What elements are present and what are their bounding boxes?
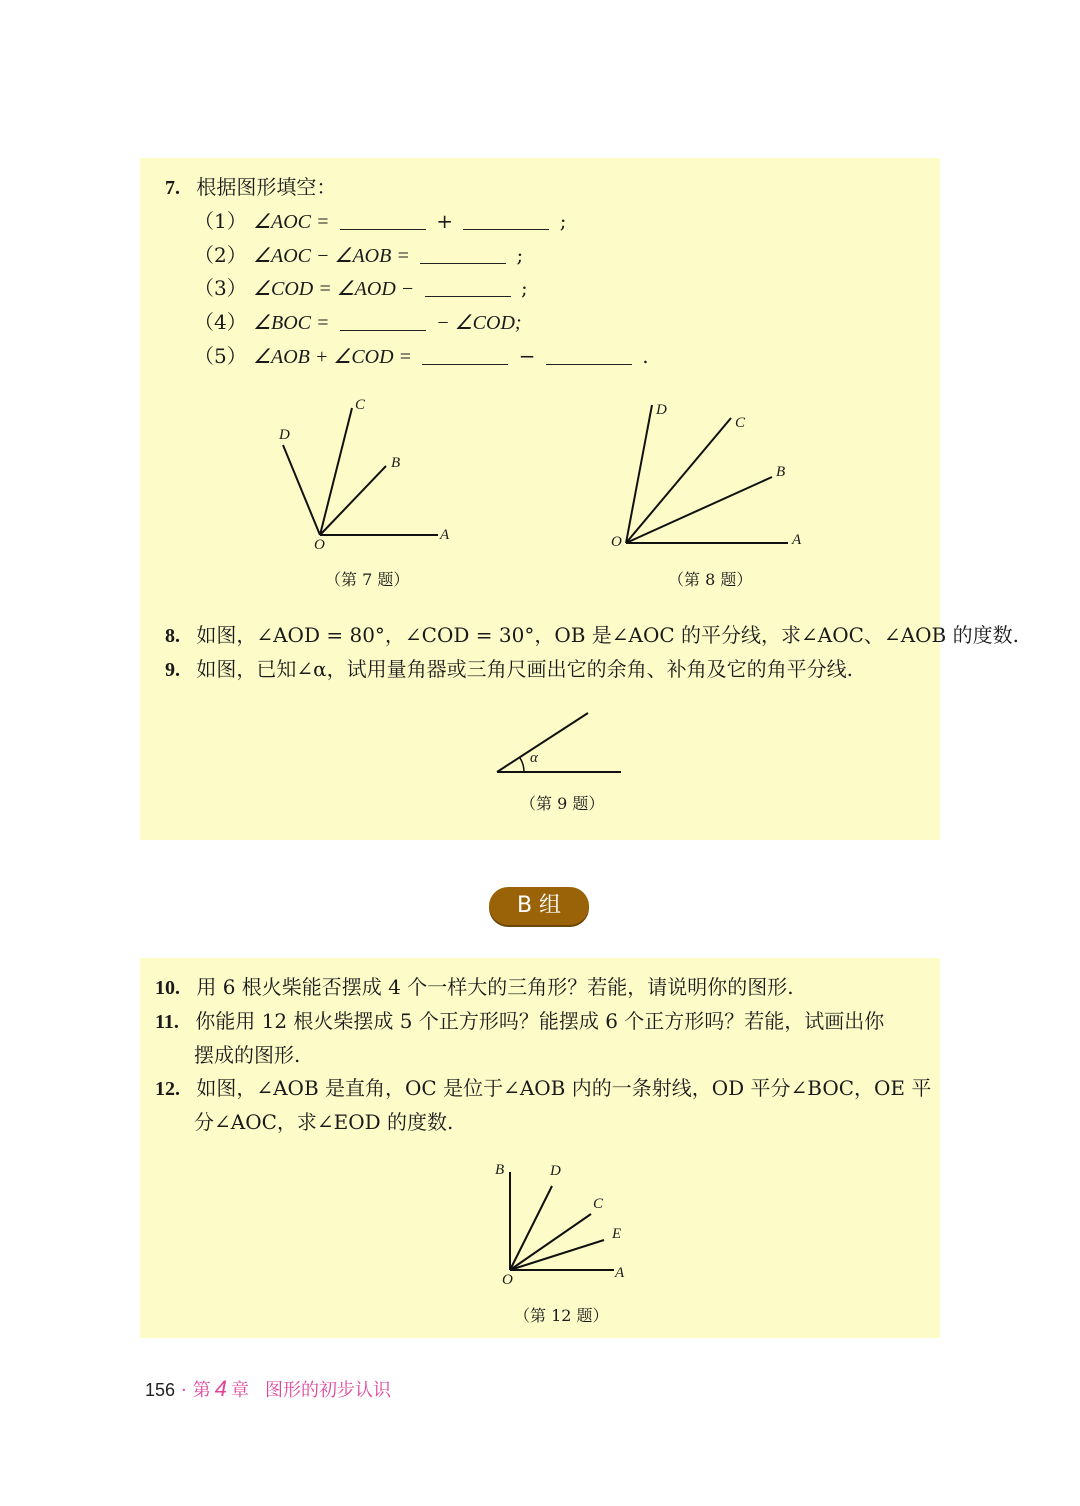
question-10: [155, 972, 794, 1003]
question-12: [155, 1073, 931, 1104]
label-c: C: [735, 415, 746, 431]
question-number: 7.: [165, 177, 180, 199]
question-number: 10.: [155, 977, 180, 999]
question-9: [165, 654, 853, 685]
item-end: .: [642, 344, 649, 368]
answer-blank[interactable]: [463, 209, 549, 230]
item-end: ;: [559, 209, 567, 233]
page-number: 156: [145, 1380, 176, 1400]
answer-blank[interactable]: [546, 344, 632, 365]
item-end: ;: [521, 276, 528, 300]
label-a: A: [440, 527, 450, 543]
item-expression: ∠BOC =: [253, 312, 330, 334]
answer-blank[interactable]: [340, 310, 426, 331]
answer-blank[interactable]: [420, 243, 506, 264]
question-8: [165, 620, 1019, 651]
question-11: [155, 1006, 884, 1037]
question-text: 根据图形填空：: [196, 175, 337, 199]
label-d: D: [279, 427, 290, 443]
question-text: 分∠AOC，求∠EOD 的度数.: [194, 1110, 454, 1134]
answer-blank[interactable]: [425, 276, 511, 297]
label-o: O: [611, 534, 622, 550]
question-text: 如图，∠AOD = 80°，∠COD = 30°，OB 是∠AOC 的平分线，求∠AOC、∠AOB 的度数.: [196, 623, 1019, 647]
item-operator: +: [436, 209, 454, 233]
q7-item-2: [194, 240, 523, 271]
question-text: 用 6 根火柴能否摆成 4 个一样大的三角形？若能，请说明你的图形.: [196, 975, 794, 999]
label-o: O: [502, 1272, 513, 1288]
item-label: （3）: [194, 276, 247, 300]
item-expression: ∠AOC − ∠AOB =: [253, 245, 410, 267]
figure-12-caption: （第 12 题）: [514, 1306, 609, 1325]
item-label: （1）: [194, 209, 247, 233]
chapter-title: 图形的初步认识: [265, 1380, 392, 1401]
figure-9-caption: （第 9 题）: [520, 794, 605, 813]
item-expression: ∠AOB + ∠COD =: [253, 346, 413, 368]
label-c: C: [355, 397, 366, 413]
label-e: E: [612, 1226, 622, 1242]
item-operator: −: [518, 344, 536, 368]
label-b: B: [776, 464, 786, 480]
group-b-badge: B 组: [489, 887, 589, 925]
label-d: D: [550, 1163, 561, 1179]
item-label: （4）: [194, 310, 247, 334]
item-expression: ∠COD = ∠AOD −: [253, 278, 415, 300]
question-number: 12.: [155, 1078, 180, 1100]
chapter-number: 4: [214, 1376, 228, 1401]
figure-7-caption: （第 7 题）: [325, 570, 410, 589]
item-label: （5）: [194, 344, 247, 368]
item-expression-tail: − ∠COD;: [436, 312, 522, 334]
chapter-label-suffix: 章: [231, 1380, 250, 1401]
question-12-continued: [194, 1107, 453, 1137]
label-c: C: [593, 1196, 604, 1212]
question-number: 11.: [155, 1011, 179, 1033]
label-a: A: [615, 1265, 625, 1281]
chapter-label: 第: [192, 1380, 211, 1401]
label-o: O: [314, 537, 325, 553]
item-expression: ∠AOC =: [253, 211, 330, 233]
item-end: ;: [516, 243, 524, 267]
q7-item-1: [194, 206, 566, 237]
answer-blank[interactable]: [422, 344, 508, 365]
answer-blank[interactable]: [340, 209, 426, 230]
figure-8-caption: （第 8 题）: [668, 570, 753, 589]
question-number: 9.: [165, 659, 180, 681]
label-a: A: [792, 532, 802, 548]
question-text: 如图，已知∠α，试用量角器或三角尺画出它的余角、补角及它的角平分线.: [196, 657, 853, 681]
label-b: B: [391, 455, 401, 471]
question-number: 8.: [165, 625, 180, 647]
q7-item-5: [194, 341, 649, 372]
label-b: B: [495, 1162, 505, 1178]
question-text: 如图，∠AOB 是直角，OC 是位于∠AOB 内的一条射线，OD 平分∠BOC，OE 平: [196, 1076, 932, 1100]
q7-item-3: [194, 273, 528, 304]
question-7: [165, 172, 336, 203]
label-alpha: α: [530, 750, 538, 766]
page-footer: [145, 1376, 391, 1402]
question-text: 你能用 12 根火柴摆成 5 个正方形吗？能摆成 6 个正方形吗？若能，试画出你: [195, 1009, 885, 1033]
label-d: D: [656, 402, 667, 418]
question-11-continued: [194, 1040, 300, 1070]
question-text: 摆成的图形.: [194, 1043, 301, 1067]
item-label: （2）: [194, 243, 247, 267]
footer-separator: ·: [181, 1380, 187, 1401]
q7-item-4: [194, 307, 522, 338]
